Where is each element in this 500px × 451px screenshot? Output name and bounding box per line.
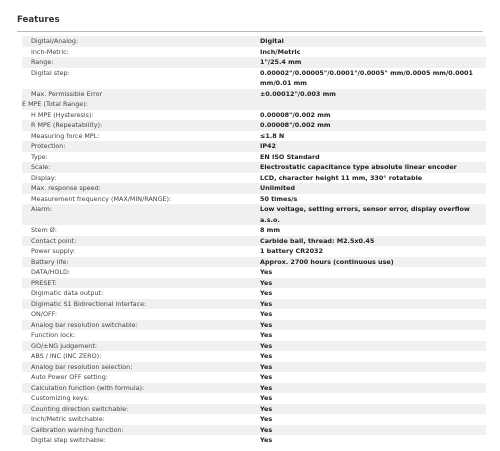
feature-label: PRESET: bbox=[31, 278, 57, 287]
feature-label-sub: E MPE (Total Range): bbox=[22, 100, 88, 108]
feature-label: Protection: bbox=[31, 142, 66, 150]
feature-value: Yes bbox=[260, 436, 273, 444]
feature-label: Battery life: bbox=[31, 257, 69, 266]
table-row bbox=[22, 372, 486, 383]
feature-value: Low voltage, setting errors, sensor error, display overflow a.s.o. bbox=[260, 205, 470, 224]
feature-value: Yes bbox=[260, 289, 273, 297]
feature-label-cell bbox=[22, 152, 260, 163]
feature-value: Approx. 2700 hours (continuous use) bbox=[260, 257, 394, 266]
feature-label-cell bbox=[22, 425, 260, 436]
feature-label-cell bbox=[22, 57, 260, 68]
feature-label-cell bbox=[22, 341, 260, 352]
feature-value: Yes bbox=[260, 415, 273, 423]
feature-label: H MPE (Hysteresis): bbox=[31, 110, 94, 119]
feature-value: Yes bbox=[260, 268, 273, 276]
feature-label: Calibration warning function: bbox=[31, 425, 124, 434]
feature-value: Electrostatic capacitance type absolute linear encoder bbox=[260, 163, 457, 171]
feature-label-cell bbox=[22, 435, 260, 446]
feature-value: Digital bbox=[260, 37, 284, 45]
table-row bbox=[22, 57, 486, 68]
feature-label-cell bbox=[22, 267, 260, 278]
table-row bbox=[22, 194, 486, 205]
feature-label-cell bbox=[22, 414, 260, 425]
feature-label-cell bbox=[22, 68, 260, 89]
table-row bbox=[22, 351, 486, 362]
feature-value: Yes bbox=[260, 341, 273, 350]
feature-value: Yes bbox=[260, 362, 273, 371]
feature-label: Inch/Metric switchable: bbox=[31, 415, 105, 423]
feature-label-cell bbox=[22, 278, 260, 289]
feature-label-cell bbox=[22, 141, 260, 152]
feature-label-cell bbox=[22, 372, 260, 383]
table-row bbox=[22, 120, 486, 131]
feature-value: ≤1.8 N bbox=[260, 131, 285, 140]
feature-label: Digimatic S1 Bidirectional interface: bbox=[31, 299, 147, 308]
table-row bbox=[22, 152, 486, 163]
table-row bbox=[22, 362, 486, 373]
feature-label: Alarm: bbox=[31, 205, 52, 213]
feature-label: ABS / INC (INC ZERO): bbox=[31, 352, 102, 360]
feature-label-cell bbox=[22, 383, 260, 394]
feature-label: Counting direction switchable: bbox=[31, 404, 129, 413]
table-row bbox=[22, 162, 486, 173]
feature-value: Yes bbox=[260, 425, 273, 434]
feature-value: Yes bbox=[260, 394, 273, 402]
feature-label: R MPE (Repeatability): bbox=[31, 121, 103, 129]
feature-label: GO/±NG judgement: bbox=[31, 341, 97, 350]
feature-label: Power supply: bbox=[31, 247, 76, 255]
section-heading: Features bbox=[17, 15, 60, 25]
feature-label-cell bbox=[22, 309, 260, 320]
feature-label: Type: bbox=[31, 152, 48, 161]
feature-label-cell bbox=[22, 393, 260, 404]
table-row bbox=[22, 131, 486, 142]
table-row bbox=[22, 36, 486, 47]
feature-label-cell bbox=[22, 120, 260, 131]
feature-value: 8 mm bbox=[260, 226, 280, 234]
feature-value: Yes bbox=[260, 320, 273, 329]
feature-value: 50 times/s bbox=[260, 194, 298, 203]
feature-label-cell bbox=[22, 225, 260, 236]
feature-label-cell bbox=[22, 110, 260, 121]
table-row bbox=[22, 414, 486, 425]
feature-value: ±0.00012"/0.003 mm bbox=[260, 89, 336, 98]
feature-value: 1"/25.4 mm bbox=[260, 58, 302, 66]
feature-label: Display: bbox=[31, 173, 57, 182]
feature-label: Stem Ø: bbox=[31, 226, 57, 234]
table-row bbox=[22, 236, 486, 247]
table-row bbox=[22, 47, 486, 58]
feature-label-cell bbox=[22, 299, 260, 310]
table-row bbox=[22, 68, 486, 89]
table-row bbox=[22, 425, 486, 436]
feature-label-cell bbox=[22, 204, 260, 225]
table-row bbox=[22, 341, 486, 352]
feature-label-cell bbox=[22, 162, 260, 173]
table-row bbox=[22, 225, 486, 236]
feature-label: Max. response speed: bbox=[31, 184, 101, 192]
table-row bbox=[22, 393, 486, 404]
feature-value: Carbide ball, thread: M2.5x0.45 bbox=[260, 236, 375, 245]
feature-value: 1 battery CR2032 bbox=[260, 247, 323, 255]
feature-value: 0.00008"/0.002 mm bbox=[260, 110, 331, 119]
table-row bbox=[22, 288, 486, 299]
feature-label-cell bbox=[22, 320, 260, 331]
feature-label-cell bbox=[22, 47, 260, 58]
heading-divider bbox=[17, 31, 483, 32]
feature-label-cell bbox=[22, 183, 260, 194]
feature-value: Yes bbox=[260, 404, 273, 413]
feature-value: Unlimited bbox=[260, 184, 295, 192]
feature-label: Calculation function (with formula): bbox=[31, 383, 145, 392]
feature-label: Scale: bbox=[31, 163, 51, 171]
table-row bbox=[22, 183, 486, 194]
table-row bbox=[22, 204, 486, 225]
feature-label: Range: bbox=[31, 58, 54, 66]
feature-label-cell bbox=[22, 131, 260, 142]
feature-label-cell bbox=[22, 236, 260, 247]
feature-value: 0.00002"/0.00005"/0.0001"/0.0005" mm/0.0005 mm/0.0001 mm/0.01 mm bbox=[260, 68, 473, 87]
feature-label: Digital step switchable: bbox=[31, 436, 106, 444]
table-row bbox=[22, 257, 486, 268]
feature-label-cell bbox=[22, 89, 260, 110]
feature-label: Measuring force MPL: bbox=[31, 131, 100, 140]
table-row bbox=[22, 320, 486, 331]
feature-value: Yes bbox=[260, 373, 273, 381]
feature-label-cell bbox=[22, 330, 260, 341]
feature-label: Digital/Analog: bbox=[31, 37, 79, 45]
table-row bbox=[22, 383, 486, 394]
table-row bbox=[22, 141, 486, 152]
feature-value: Yes bbox=[260, 299, 273, 308]
feature-label: Digital step: bbox=[31, 68, 70, 77]
feature-value: Yes bbox=[260, 310, 273, 318]
table-row bbox=[22, 246, 486, 257]
feature-value: Yes bbox=[260, 331, 273, 339]
feature-value: 0.00008"/0.002 mm bbox=[260, 121, 331, 129]
feature-label-cell bbox=[22, 362, 260, 373]
feature-label: Inch-Metric: bbox=[31, 47, 69, 56]
table-row bbox=[22, 299, 486, 310]
feature-label: Analog bar resolution switchable: bbox=[31, 320, 138, 329]
table-row bbox=[22, 267, 486, 278]
table-row bbox=[22, 89, 486, 110]
features-table bbox=[22, 36, 486, 446]
feature-label: Analog bar resolution selection: bbox=[31, 362, 133, 371]
feature-label: Contact point: bbox=[31, 236, 77, 245]
feature-label-cell bbox=[22, 351, 260, 362]
table-row bbox=[22, 278, 486, 289]
table-row bbox=[22, 404, 486, 415]
feature-label: DATA/HOLD: bbox=[31, 268, 71, 276]
feature-value: IP42 bbox=[260, 142, 276, 150]
table-row bbox=[22, 110, 486, 121]
feature-label: Digimatic data output: bbox=[31, 289, 104, 297]
feature-label: Measurement frequency (MAX/MIN/RANGE): bbox=[31, 194, 172, 203]
feature-label: Customizing keys: bbox=[31, 394, 90, 402]
feature-value: Inch/Metric bbox=[260, 47, 301, 56]
table-row bbox=[22, 330, 486, 341]
feature-value: Yes bbox=[260, 278, 273, 287]
feature-label: ON/OFF: bbox=[31, 310, 58, 318]
feature-value: Yes bbox=[260, 352, 273, 360]
features-table-body bbox=[22, 36, 486, 446]
feature-value: Yes bbox=[260, 383, 273, 392]
feature-value: LCD, character height 11 mm, 330° rotatable bbox=[260, 173, 423, 182]
table-row bbox=[22, 173, 486, 184]
feature-label: Auto Power OFF setting: bbox=[31, 373, 108, 381]
feature-label-cell bbox=[22, 404, 260, 415]
feature-label: Max. Permissible Error bbox=[31, 89, 103, 98]
table-row bbox=[22, 309, 486, 320]
feature-label-cell bbox=[22, 36, 260, 47]
feature-label-cell bbox=[22, 194, 260, 205]
feature-label-cell bbox=[22, 246, 260, 257]
feature-value: EN ISO Standard bbox=[260, 152, 320, 161]
table-row bbox=[22, 435, 486, 446]
feature-label-cell bbox=[22, 173, 260, 184]
feature-label-cell bbox=[22, 257, 260, 268]
feature-label-cell bbox=[22, 288, 260, 299]
feature-label: Function lock: bbox=[31, 331, 76, 339]
